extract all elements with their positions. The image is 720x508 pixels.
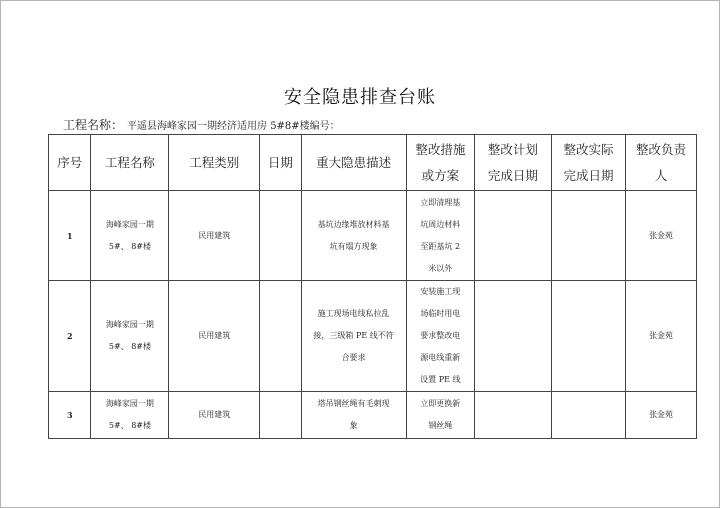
header-measure-line-1: 整改措施 xyxy=(415,141,466,157)
header-actual-line-1: 整改实际 xyxy=(563,141,614,157)
row-project-name xyxy=(91,281,169,392)
row-date xyxy=(260,392,301,439)
row-project-name-line-2: 5#、 8#楼 xyxy=(108,241,151,251)
row-owner: 张金苑 xyxy=(626,191,697,281)
row-owner: 张金苑 xyxy=(626,281,697,392)
row-project-name-line-2: 5#、 8#楼 xyxy=(108,342,151,351)
row-date xyxy=(260,281,301,392)
table-row xyxy=(49,191,697,281)
row-measure-line: 立即清理基 xyxy=(420,197,461,207)
header-owner-line-2: 人 xyxy=(654,167,668,183)
document-title: 安全隐患排查台账 xyxy=(284,87,436,108)
project-value: 平遥县海峰家园一期经济适用房 5#8#楼编号： xyxy=(127,121,340,132)
row-category: 民用建筑 xyxy=(169,281,260,392)
header-actual-line-2: 完成日期 xyxy=(563,167,614,183)
row-measure xyxy=(406,392,474,439)
row-measure xyxy=(406,191,474,281)
row-measure-line: 立即更换新 xyxy=(420,399,461,408)
header-measure-line-2: 或方案 xyxy=(421,167,460,183)
row-plan-date xyxy=(475,191,552,281)
row-category: 民用建筑 xyxy=(169,392,260,439)
row-date xyxy=(260,191,301,281)
table-row xyxy=(49,392,697,439)
row-hazard xyxy=(301,191,406,281)
header-measure xyxy=(406,135,474,191)
row-project-name-line-2: 5#、 8#楼 xyxy=(108,421,151,430)
header-owner xyxy=(626,135,697,191)
header-plan-line-1: 整改计划 xyxy=(487,141,538,157)
project-label: 工程名称： xyxy=(63,118,124,132)
row-owner: 张金苑 xyxy=(626,392,697,439)
row-project-name-line-1: 海峰家园一期 xyxy=(105,399,154,408)
row-hazard-line-1: 塔吊钢丝绳有毛刺现 xyxy=(317,399,390,408)
row-project-name xyxy=(91,392,169,439)
row-hazard xyxy=(301,281,406,392)
row-hazard-line-1: 基坑边缘堆放材料基 xyxy=(317,219,390,229)
row-category: 民用建筑 xyxy=(169,191,260,281)
row-hazard-line-3: 合要求 xyxy=(341,353,366,362)
table-header-row xyxy=(49,135,697,191)
row-hazard-line-2: 象 xyxy=(349,421,358,430)
row-measure-line: 至距基坑 2 xyxy=(420,241,461,251)
row-hazard xyxy=(301,392,406,439)
row-measure-line: 要求整改电 xyxy=(420,331,461,340)
header-project-name: 工程名称 xyxy=(91,135,169,191)
row-measure-line: 源电线重新 xyxy=(420,353,461,362)
row-seq: 1 xyxy=(49,191,91,281)
header-owner-line-1: 整改负责 xyxy=(636,141,687,157)
row-hazard-line-1: 施工现场电线私拉乱 xyxy=(317,309,390,318)
row-project-name xyxy=(91,191,169,281)
row-seq: 2 xyxy=(49,281,91,392)
header-category: 工程类别 xyxy=(169,135,260,191)
row-measure-line: 场临时用电 xyxy=(420,309,461,318)
hazard-ledger-table xyxy=(48,134,697,439)
header-hazard: 重大隐患描述 xyxy=(301,135,406,191)
row-measure-line: 钢丝绳 xyxy=(428,421,453,430)
table-row xyxy=(49,281,697,392)
header-seq: 序号 xyxy=(49,135,91,191)
header-date: 日期 xyxy=(260,135,301,191)
row-actual-date xyxy=(551,281,625,392)
row-measure-line: 坑周边材料 xyxy=(420,219,461,229)
row-hazard-line-2: 接，三级箱 PE 线不符 xyxy=(313,331,394,340)
row-plan-date xyxy=(475,392,552,439)
row-measure-line: 安装施工现 xyxy=(420,287,461,296)
header-actual-date xyxy=(551,135,625,191)
row-measure-line: 米以外 xyxy=(428,263,453,273)
row-project-name-line-1: 海峰家园一期 xyxy=(105,320,154,329)
row-actual-date xyxy=(551,392,625,439)
row-measure-line: 设置 PE 线 xyxy=(420,375,461,384)
row-hazard-line-2: 坑有塌方现象 xyxy=(329,241,378,251)
row-plan-date xyxy=(475,281,552,392)
row-project-name-line-1: 海峰家园一期 xyxy=(105,219,154,229)
row-seq: 3 xyxy=(49,392,91,439)
header-plan-line-2: 完成日期 xyxy=(487,167,538,183)
row-actual-date xyxy=(551,191,625,281)
row-measure xyxy=(406,281,474,392)
project-line xyxy=(63,116,340,133)
header-plan-date xyxy=(475,135,552,191)
